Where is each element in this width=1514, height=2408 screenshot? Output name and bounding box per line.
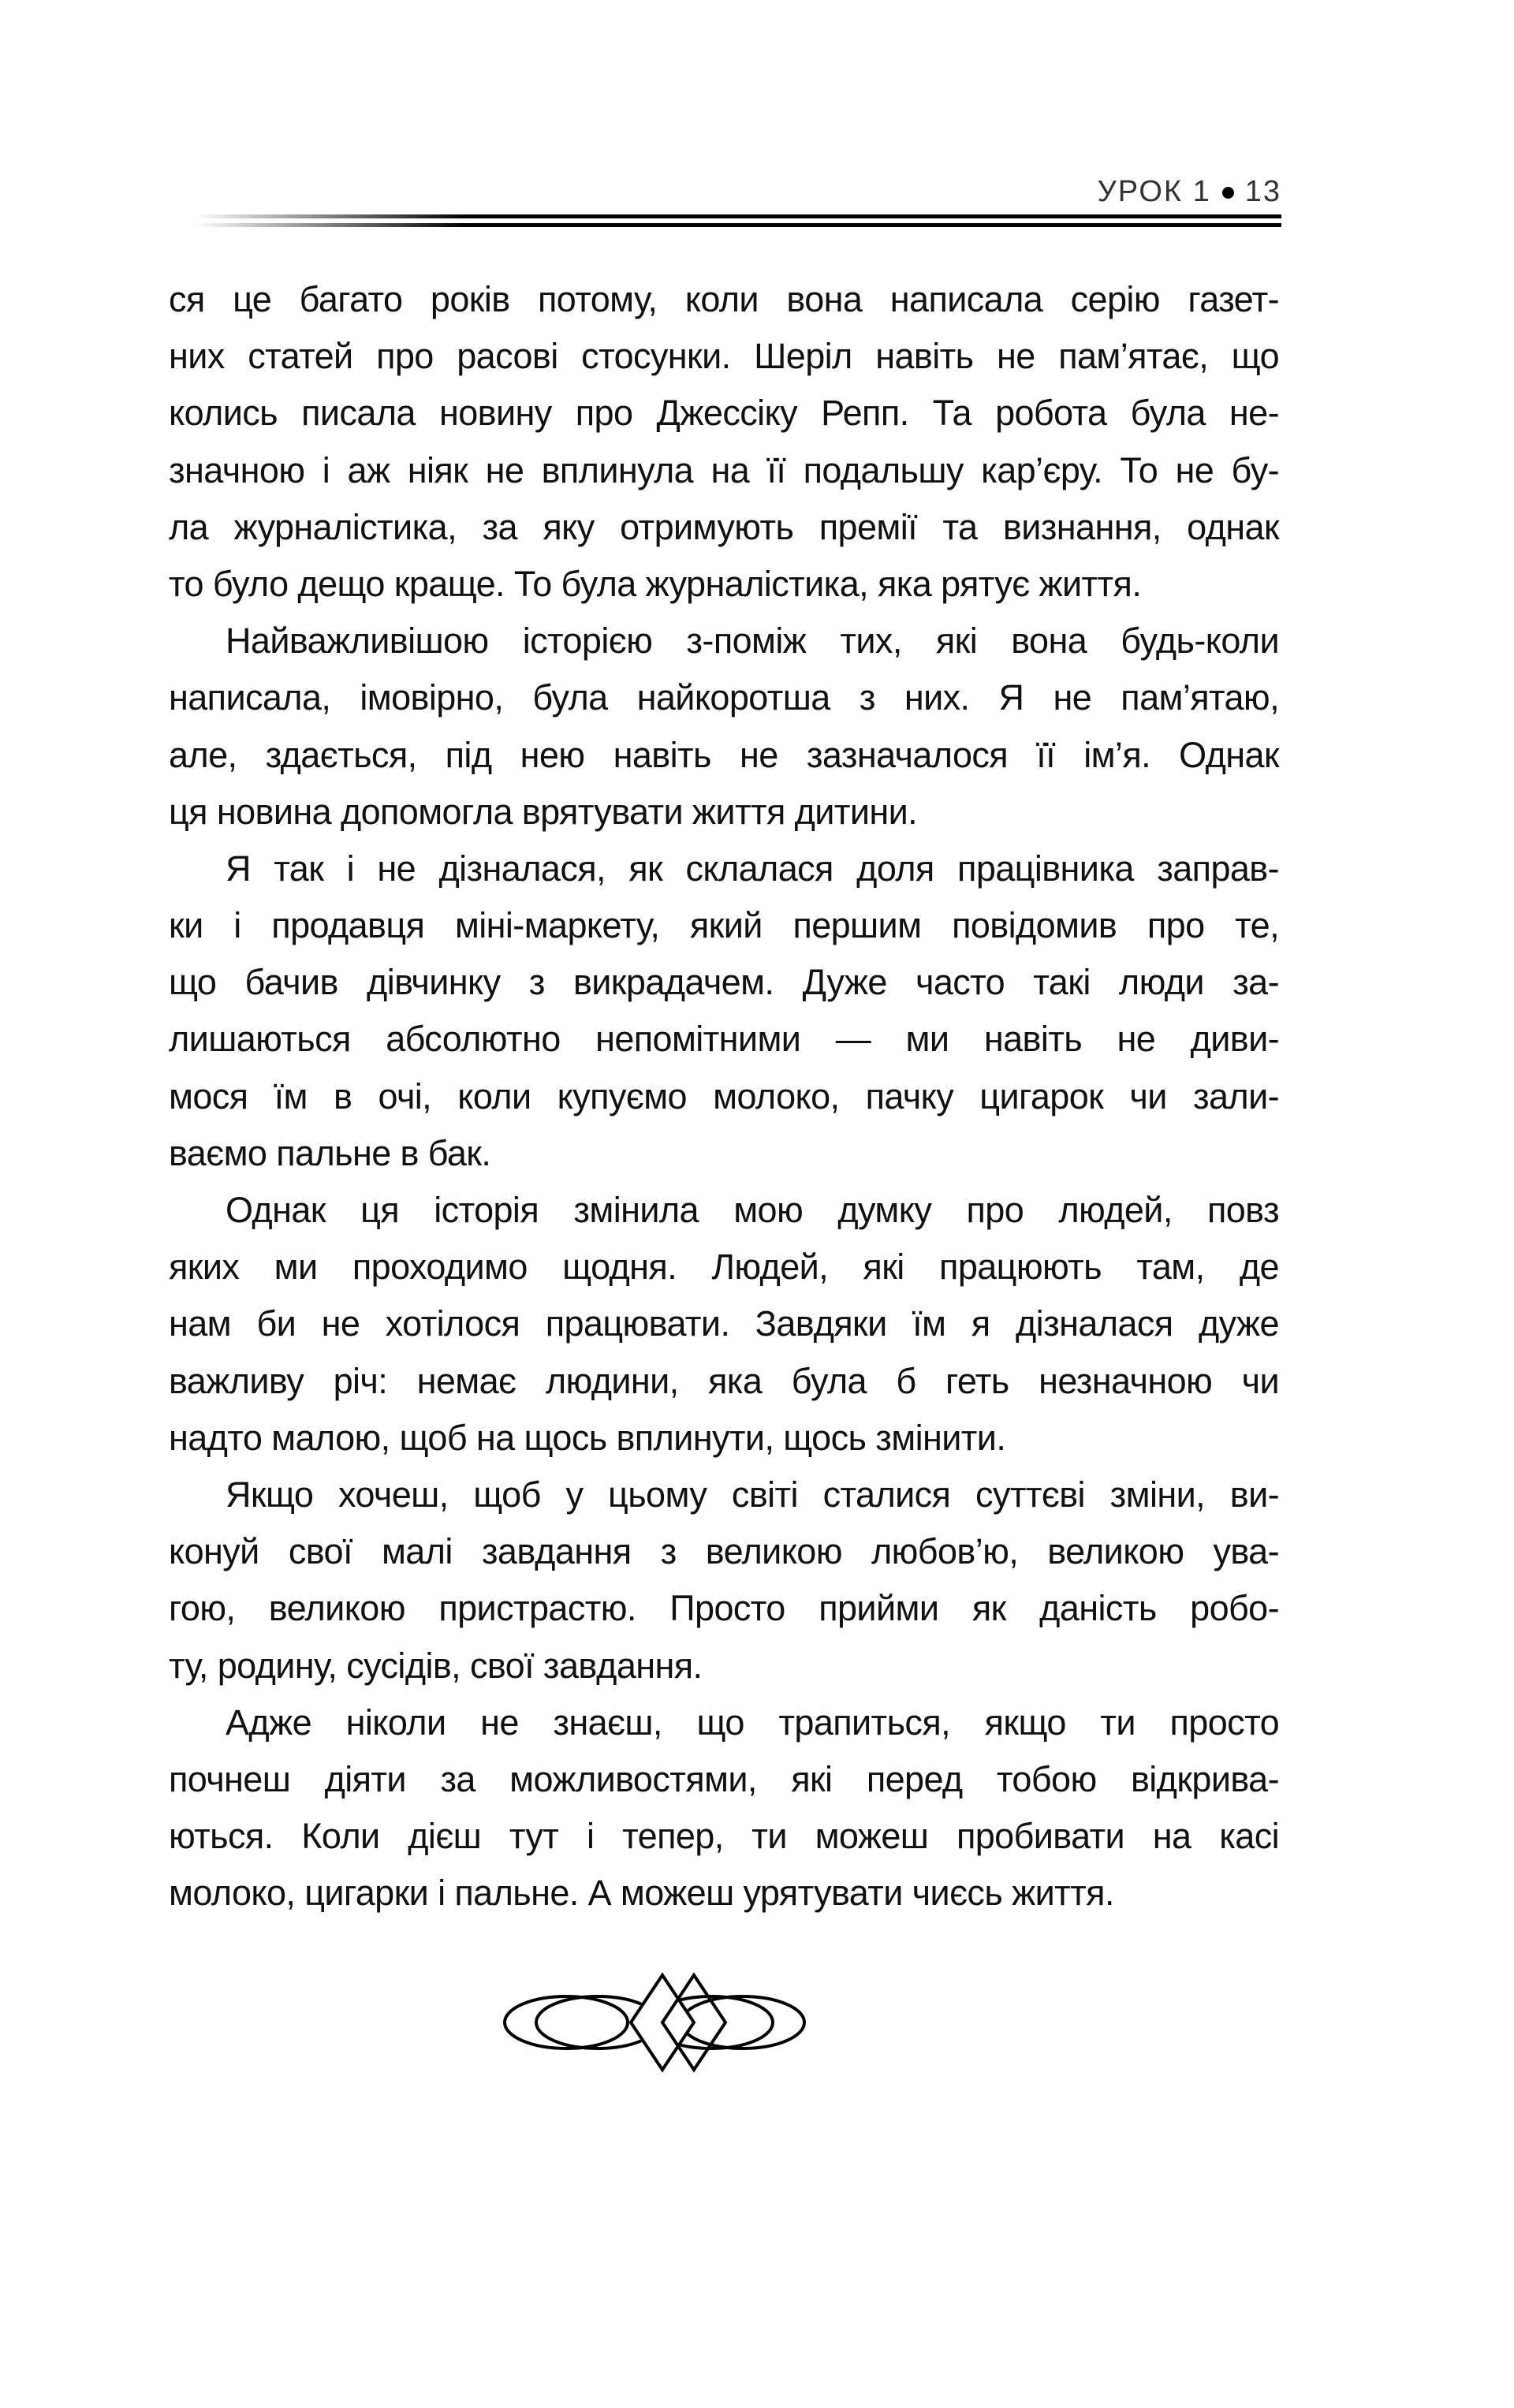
ornament-divider-icon xyxy=(497,1971,812,2082)
text-line: нам би не хотілося працювати. Завдяки їм я дізналася дуже xyxy=(169,1303,1279,1344)
text-line: мося їм в очі, коли купуємо молоко, пачку цигарок чи зали- xyxy=(169,1075,1279,1116)
page-number: 13 xyxy=(1244,175,1281,208)
text-line: молоко, цигарки і пальне. А можеш урятувати чиєсь життя. xyxy=(169,1873,1114,1914)
paragraph xyxy=(169,613,1279,841)
text-line: ються. Коли дієш тут і тепер, ти можеш пробивати на касі xyxy=(169,1816,1279,1857)
text-line: то було дещо краще. То була журналістика, яка рятує життя. xyxy=(169,563,1142,604)
text-line: колись писала новину про Джессіку Репп. Та робота була не- xyxy=(169,393,1279,434)
text-line: ця новина допомогла врятувати життя дитини. xyxy=(169,791,918,832)
body-text xyxy=(169,271,1279,1922)
paragraph xyxy=(169,841,1279,1182)
paragraph xyxy=(169,1467,1279,1694)
text-line: що бачив дівчинку з викрадачем. Дуже часто такі люди за- xyxy=(169,962,1279,1003)
section-label: УРОК 1 xyxy=(1097,175,1211,208)
paragraph xyxy=(169,1694,1279,1922)
text-line: важливу річ: немає людини, яка була б геть незначною чи xyxy=(169,1360,1279,1401)
text-line: Найважливішою історією з-поміж тих, які вона будь-коли xyxy=(226,621,1279,662)
header-rule-bottom xyxy=(193,223,1281,227)
bullet-dot-icon xyxy=(1222,187,1234,199)
paragraph xyxy=(169,271,1279,613)
text-line: Адже ніколи не знаєш, що трапиться, якщо ти просто xyxy=(226,1702,1279,1743)
text-line: них статей про расові стосунки. Шеріл навіть не пам’ятає, що xyxy=(169,336,1279,377)
paragraph xyxy=(169,1182,1279,1467)
running-head xyxy=(1098,175,1281,209)
text-line: ки і продавця міні-маркету, який першим повідомив про те, xyxy=(169,905,1279,946)
text-line: написала, імовірно, була найкоротша з них. Я не пам’ятаю, xyxy=(169,677,1279,718)
text-line: надто малою, щоб на щось вплинути, щось змінити. xyxy=(169,1417,1006,1458)
text-line: ся це багато років потому, коли вона написала серію газет- xyxy=(169,279,1279,319)
text-line: Однак ця історія змінила мою думку про людей, повз xyxy=(226,1190,1279,1230)
text-line: лишаються абсолютно непомітними — ми навіть не диви- xyxy=(169,1019,1279,1060)
text-line: конуй свої малі завдання з великою любов’ю, великою ува- xyxy=(169,1531,1279,1572)
text-line: але, здається, під нею навіть не зазначалося її ім’я. Однак xyxy=(169,734,1279,775)
text-line: ла журналістика, за яку отримують премії та визнання, однак xyxy=(169,506,1279,547)
text-line: гою, великою пристрастю. Просто прийми як даність робо- xyxy=(169,1588,1279,1629)
text-line: ту, родину, сусідів, свої завдання. xyxy=(169,1645,703,1686)
text-line: Я так і не дізналася, як склалася доля працівника заправ- xyxy=(226,848,1279,889)
text-line: Якщо хочеш, щоб у цьому світі сталися суттєві зміни, ви- xyxy=(226,1474,1279,1515)
header-rule-top xyxy=(193,214,1281,218)
text-line: яких ми проходимо щодня. Людей, які працюють там, де xyxy=(169,1247,1279,1288)
text-line: ваємо пальне в бак. xyxy=(169,1132,491,1173)
text-line: значною і аж ніяк не вплинула на її подальшу кар’єру. То не бу- xyxy=(169,449,1279,490)
text-line: почнеш діяти за можливостями, які перед тобою відкрива- xyxy=(169,1758,1279,1799)
